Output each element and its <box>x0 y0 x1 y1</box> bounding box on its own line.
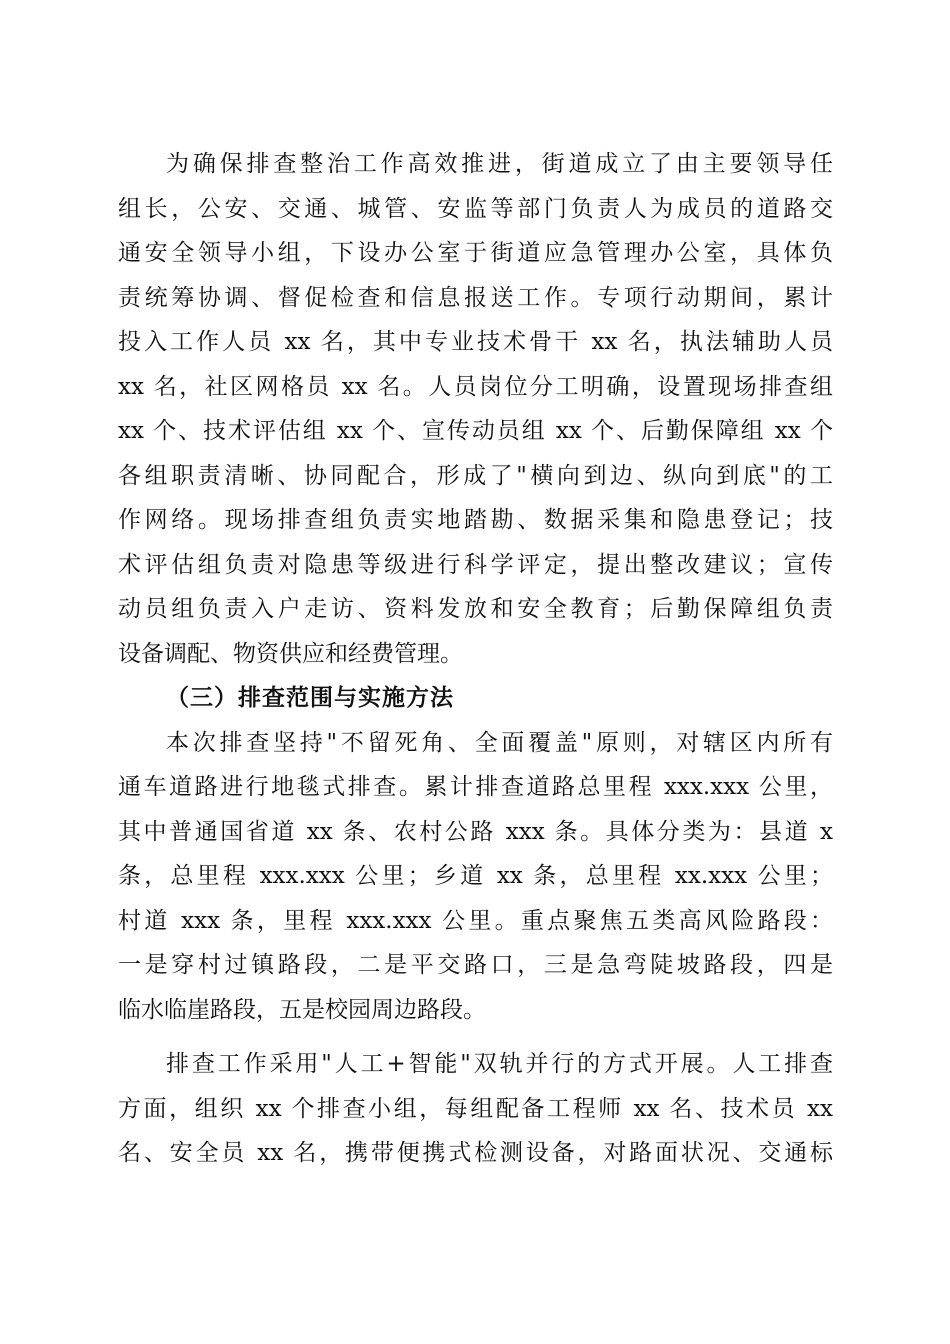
text-line: 条，总里程 xxx.xxx 公里；乡道 xx 条，总里程 xx.xxx 公里； <box>118 863 833 889</box>
text-line: 动员组负责入户走访、资料发放和安全教育；后勤保障组负责 <box>118 596 833 622</box>
text-line: 责统筹协调、督促检查和信息报送工作。专项行动期间，累计 <box>118 284 833 311</box>
paragraph-scope <box>118 721 833 1033</box>
document-body <box>118 142 833 1176</box>
text-line: 一是穿村过镇路段，二是平交路口，三是急弯陡坡路段，四是 <box>118 952 833 978</box>
text-line: 排查工作采用"人工+智能"双轨并行的方式开展。人工排查 <box>166 1051 833 1077</box>
text-line: 通车道路进行地毯式排查。累计排查道路总里程 xxx.xxx 公里， <box>118 774 833 800</box>
text-line: 作网络。现场排查组负责实地踏勘、数据采集和隐患登记；技 <box>118 507 833 533</box>
text-line: xx 个、技术评估组 xx 个、宣传动员组 xx 个、后勤保障组 xx 个 <box>118 418 833 444</box>
text-line: 设备调配、物资供应和经费管理。 <box>118 640 463 667</box>
text-line: 临水临崖路段，五是校园周边路段。 <box>118 996 486 1023</box>
text-line: 术评估组负责对隐患等级进行科学评定，提出整改建议；宣传 <box>118 551 833 578</box>
text-line: 方面，组织 xx 个排查小组，每组配备工程师 xx 名、技术员 xx <box>118 1095 833 1122</box>
paragraph-organization <box>118 142 833 676</box>
text-line: 本次排查坚持"不留死角、全面覆盖"原则，对辖区内所有 <box>166 729 833 756</box>
text-line: 各组职责清晰、协同配合，形成了"横向到边、纵向到底"的工 <box>118 462 833 489</box>
text-line: xx 名，社区网格员 xx 名。人员岗位分工明确，设置现场排查组 <box>118 373 833 400</box>
text-line: 村道 xxx 条，里程 xxx.xxx 公里。重点聚焦五类高风险路段： <box>118 907 833 934</box>
text-line: 其中普通国省道 xx 条、农村公路 xxx 条。具体分类为：县道 x <box>118 818 833 845</box>
text-line: 通安全领导小组，下设办公室于街道应急管理办公室，具体负 <box>118 240 833 266</box>
text-line: 组长，公安、交通、城管、安监等部门负责人为成员的道路交 <box>118 195 833 222</box>
text-line: 名、安全员 xx 名，携带便携式检测设备，对路面状况、交通标 <box>118 1140 833 1166</box>
text-line: 投入工作人员 xx 名，其中专业技术骨干 xx 名，执法辅助人员 <box>118 329 833 355</box>
paragraph-gap <box>118 1032 833 1042</box>
paragraph-method <box>118 1042 833 1176</box>
text-line: 为确保排查整治工作高效推进，街道成立了由主要领导任 <box>166 151 833 177</box>
section-heading: （三）排查范围与实施方法 <box>166 684 454 711</box>
